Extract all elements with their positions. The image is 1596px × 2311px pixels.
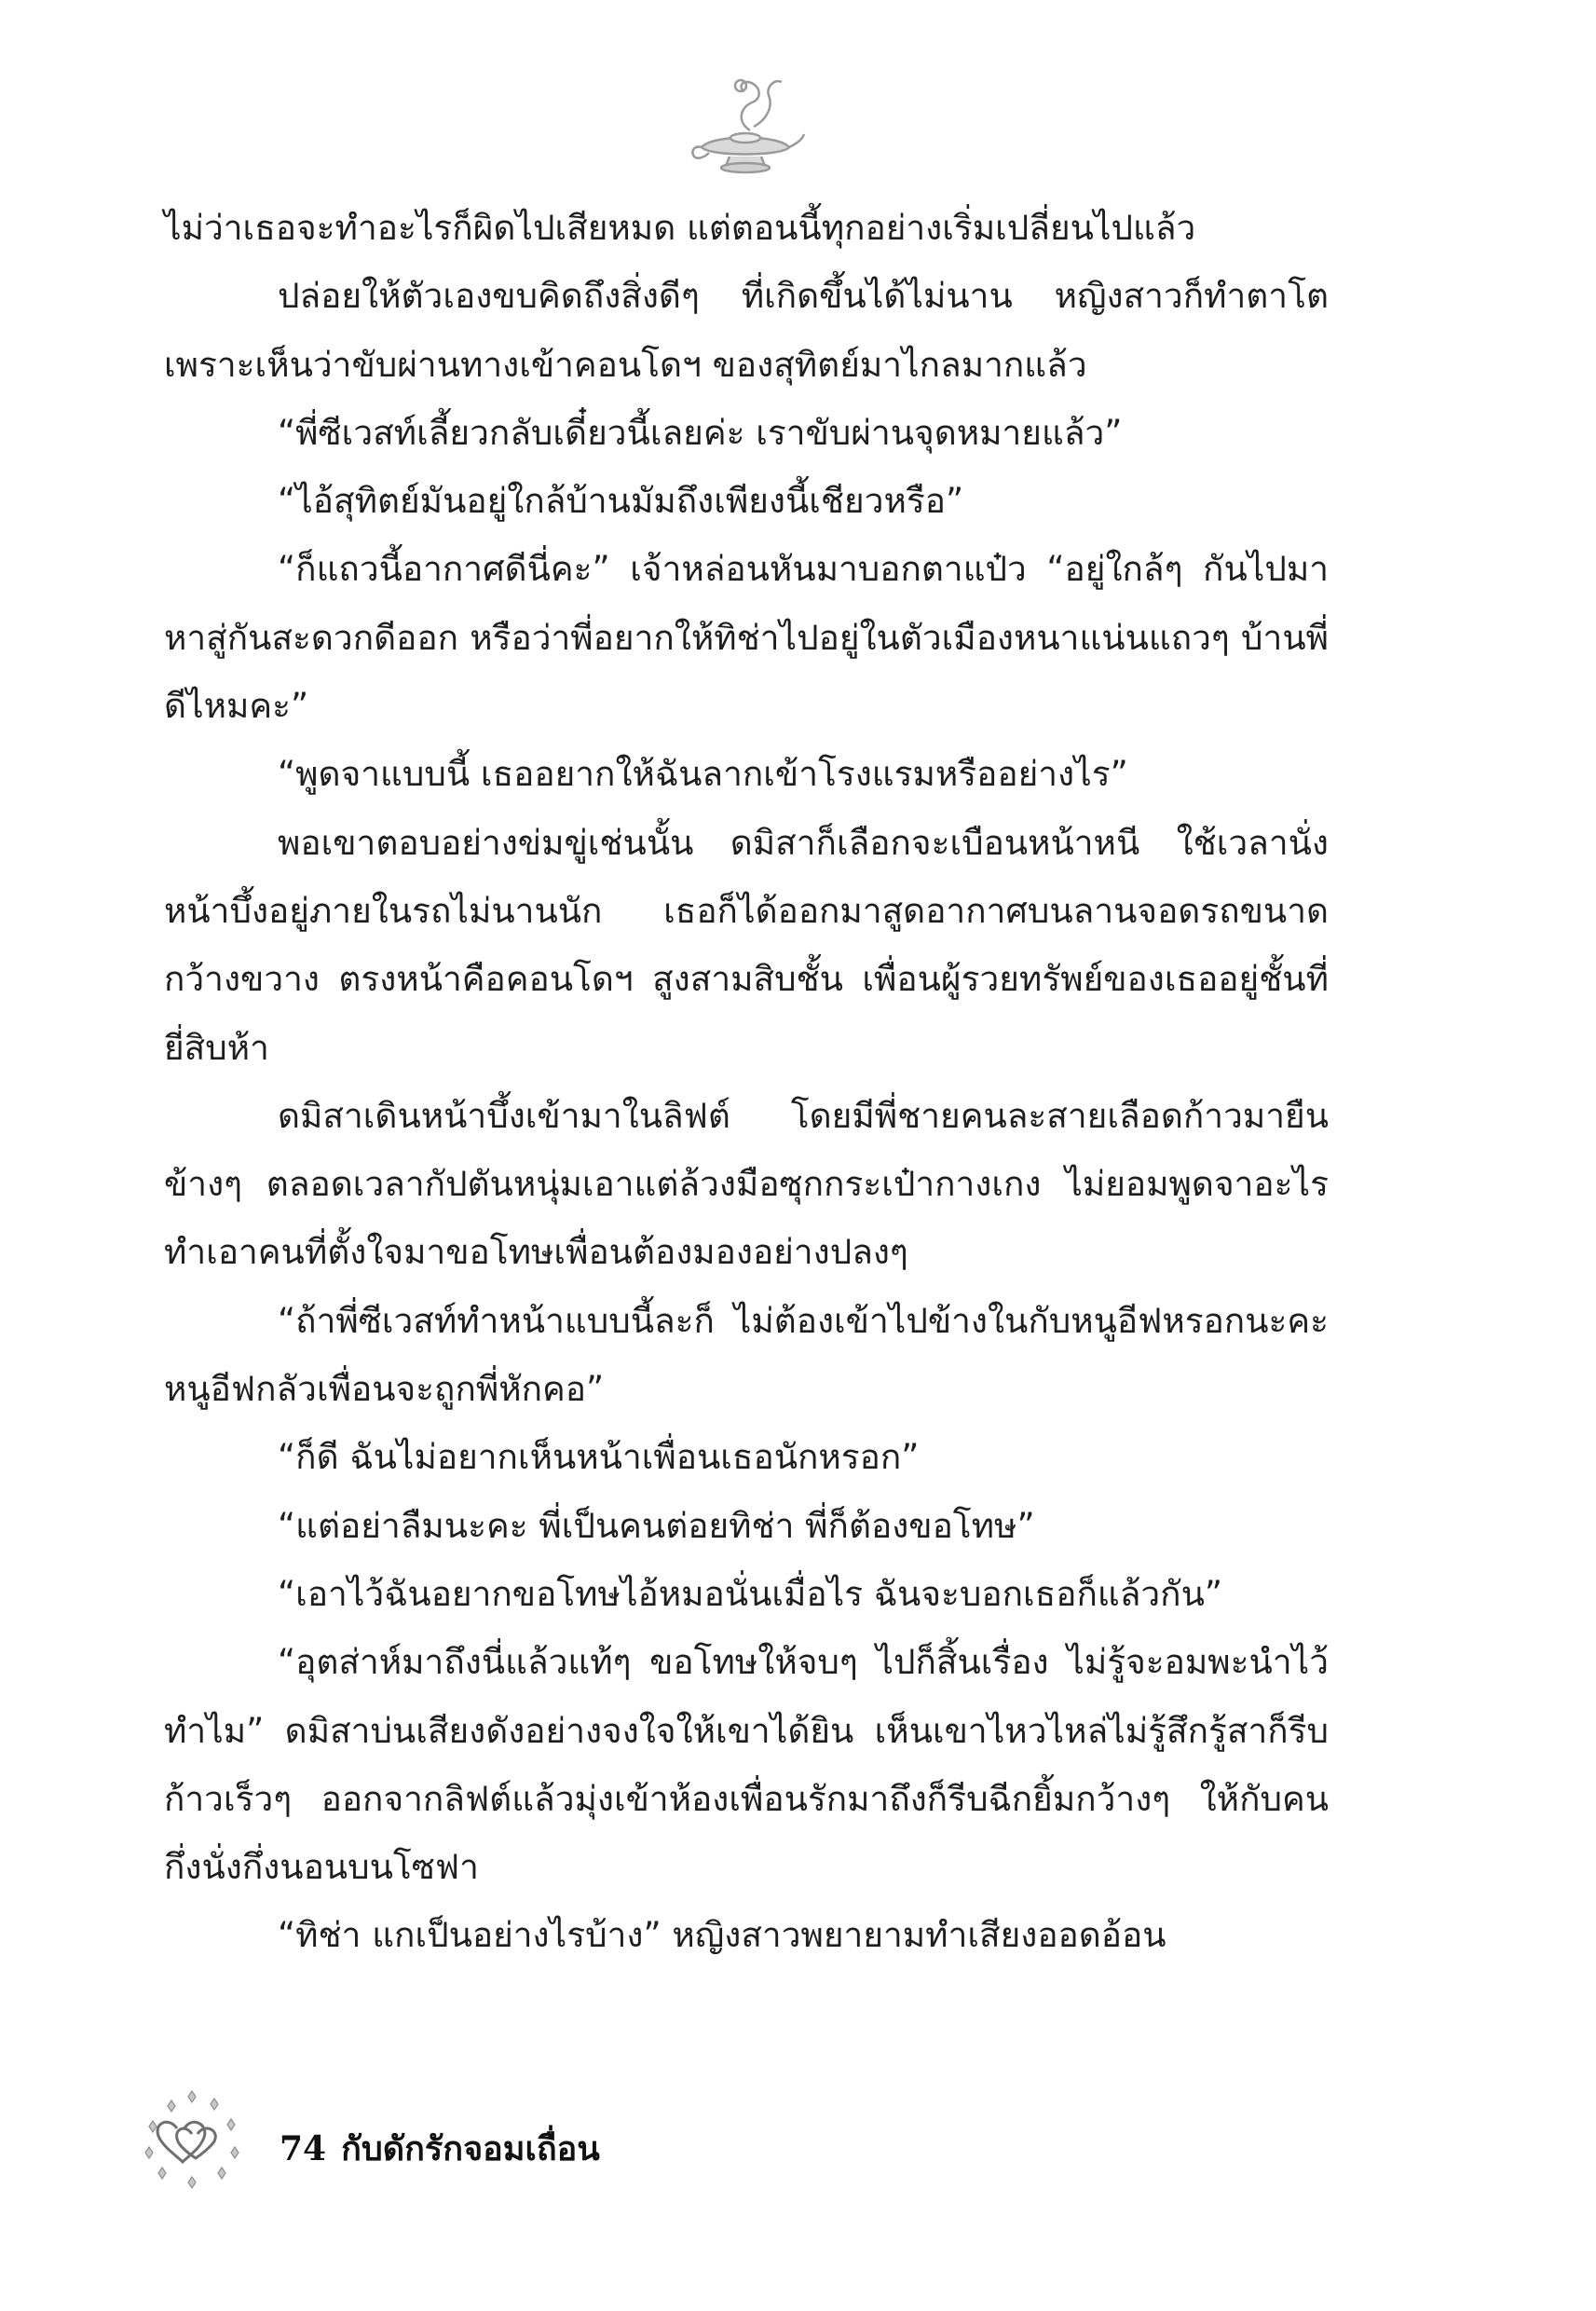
paragraph: “แต่อย่าลืมนะคะ พี่เป็นคนต่อยทิช่า พี่ก็ต้องขอโทษ” (278, 1505, 1035, 1546)
paragraph: “เอาไว้ฉันอยากขอโทษไอ้หมอนั่นเมื่อไร ฉันจะบอกเธอก็แล้วกัน” (278, 1573, 1223, 1614)
paragraph: พอเขาตอบอย่างข่มขู่เช่นนั้น ดมิสาก็เลือกจะเบือนหน้าหนี ใช้เวลานั่งหน้าบึ้งอยู่ภายในรถไม่นานนัก เธอก็ได้ออกมาสูดอากาศบนลานจอดรถขนาดกว้างขวาง ตรงหน้าคือคอนโดฯ สูงสามสิบชั้น เพื่อนผู้รวยทรัพย์ของเธออยู่ชั้นที่ยี่สิบห้า (164, 822, 1329, 1068)
page-footer (280, 2122, 600, 2175)
paragraph: ดมิสาเดินหน้าบึ้งเข้ามาในลิฟต์ โดยมีพี่ชายคนละสายเลือดก้าวมายืนข้างๆ ตลอดเวลากัปตันหนุ่มเอาแต่ล้วงมือซุกกระเป๋ากางเกง ไม่ยอมพูดจาอะไร ทำเอาคนที่ตั้งใจมาขอโทษเพื่อนต้องมองอย่างปลงๆ (164, 1095, 1329, 1273)
paragraph: ปล่อยให้ตัวเองขบคิดถึงสิ่งดีๆ ที่เกิดขึ้นได้ไม่นาน หญิงสาวก็ทำตาโต เพราะเห็นว่าขับผ่านทางเข้าคอนโดฯ ของสุทิตย์มาไกลมากแล้ว (164, 276, 1329, 385)
paragraph: “ทิช่า แกเป็นอย่างไรบ้าง” หญิงสาวพยายามทำเสียงออดอ้อน (278, 1915, 1166, 1956)
paragraph: “อุตส่าห์มาถึงนี่แล้วแท้ๆ ขอโทษให้จบๆ ไปก็สิ้นเรื่อง ไม่รู้จะอมพะนำไว้ทำไม” ดมิสาบ่นเสียงดังอย่างจงใจให้เขาได้ยิน เห็นเขาไหวไหล่ไม่รู้สึกรู้สาก็รีบก้าวเร็วๆ ออกจากลิฟต์แล้วมุ่งเข้าห้องเพื่อนรักมาถึงก็รีบฉีกยิ้มกว้างๆ ให้กับคนกึ่งนั่งกึ่งนอนบนโซฟา (164, 1642, 1329, 1888)
paragraph: “ไอ้สุทิตย์มันอยู่ใกล้บ้านมัมถึงเพียงนี้เชียวหรือ” (278, 481, 964, 522)
paragraph: “ถ้าพี่ซีเวสท์ทำหน้าแบบนี้ละก็ ไม่ต้องเข้าไปข้างในกับหนูอีฟหรอกนะคะ หนูอีฟกลัวเพื่อนจะถูกพี่หักคอ” (164, 1300, 1329, 1410)
magic-lamp-icon (685, 65, 806, 186)
paragraph: “ก็ดี ฉันไม่อยากเห็นหน้าเพื่อนเธอนักหรอก” (278, 1437, 920, 1478)
paragraph: “พูดจาแบบนี้ เธออยากให้ฉันลากเข้าโรงแรมหรืออย่างไร” (278, 754, 1128, 795)
page-number: 74 (280, 2129, 327, 2168)
book-title: กับดักรักจอมเถื่อน (341, 2130, 600, 2168)
paragraph: “พี่ซีเวสท์เลี้ยวกลับเดี๋ยวนี้เลยค่ะ เราขับผ่านจุดหมายแล้ว” (278, 412, 1123, 453)
paragraph: ไม่ว่าเธอจะทำอะไรก็ผิดไปเสียหมด แต่ตอนนี้ทุกอย่างเริ่มเปลี่ยนไปแล้ว (164, 208, 1196, 248)
hearts-frame-icon (130, 2087, 252, 2190)
paragraph: “ก็แถวนี้อากาศดีนี่คะ” เจ้าหล่อนหันมาบอกตาแป๋ว “อยู่ใกล้ๆ กันไปมาหาสู่กันสะดวกดีออก หรือว่าพี่อยากให้ทิช่าไปอยู่ในตัวเมืองหนาแน่นแถวๆ บ้านพี่ดีไหมคะ” (164, 549, 1329, 727)
body-text (164, 194, 1329, 1970)
